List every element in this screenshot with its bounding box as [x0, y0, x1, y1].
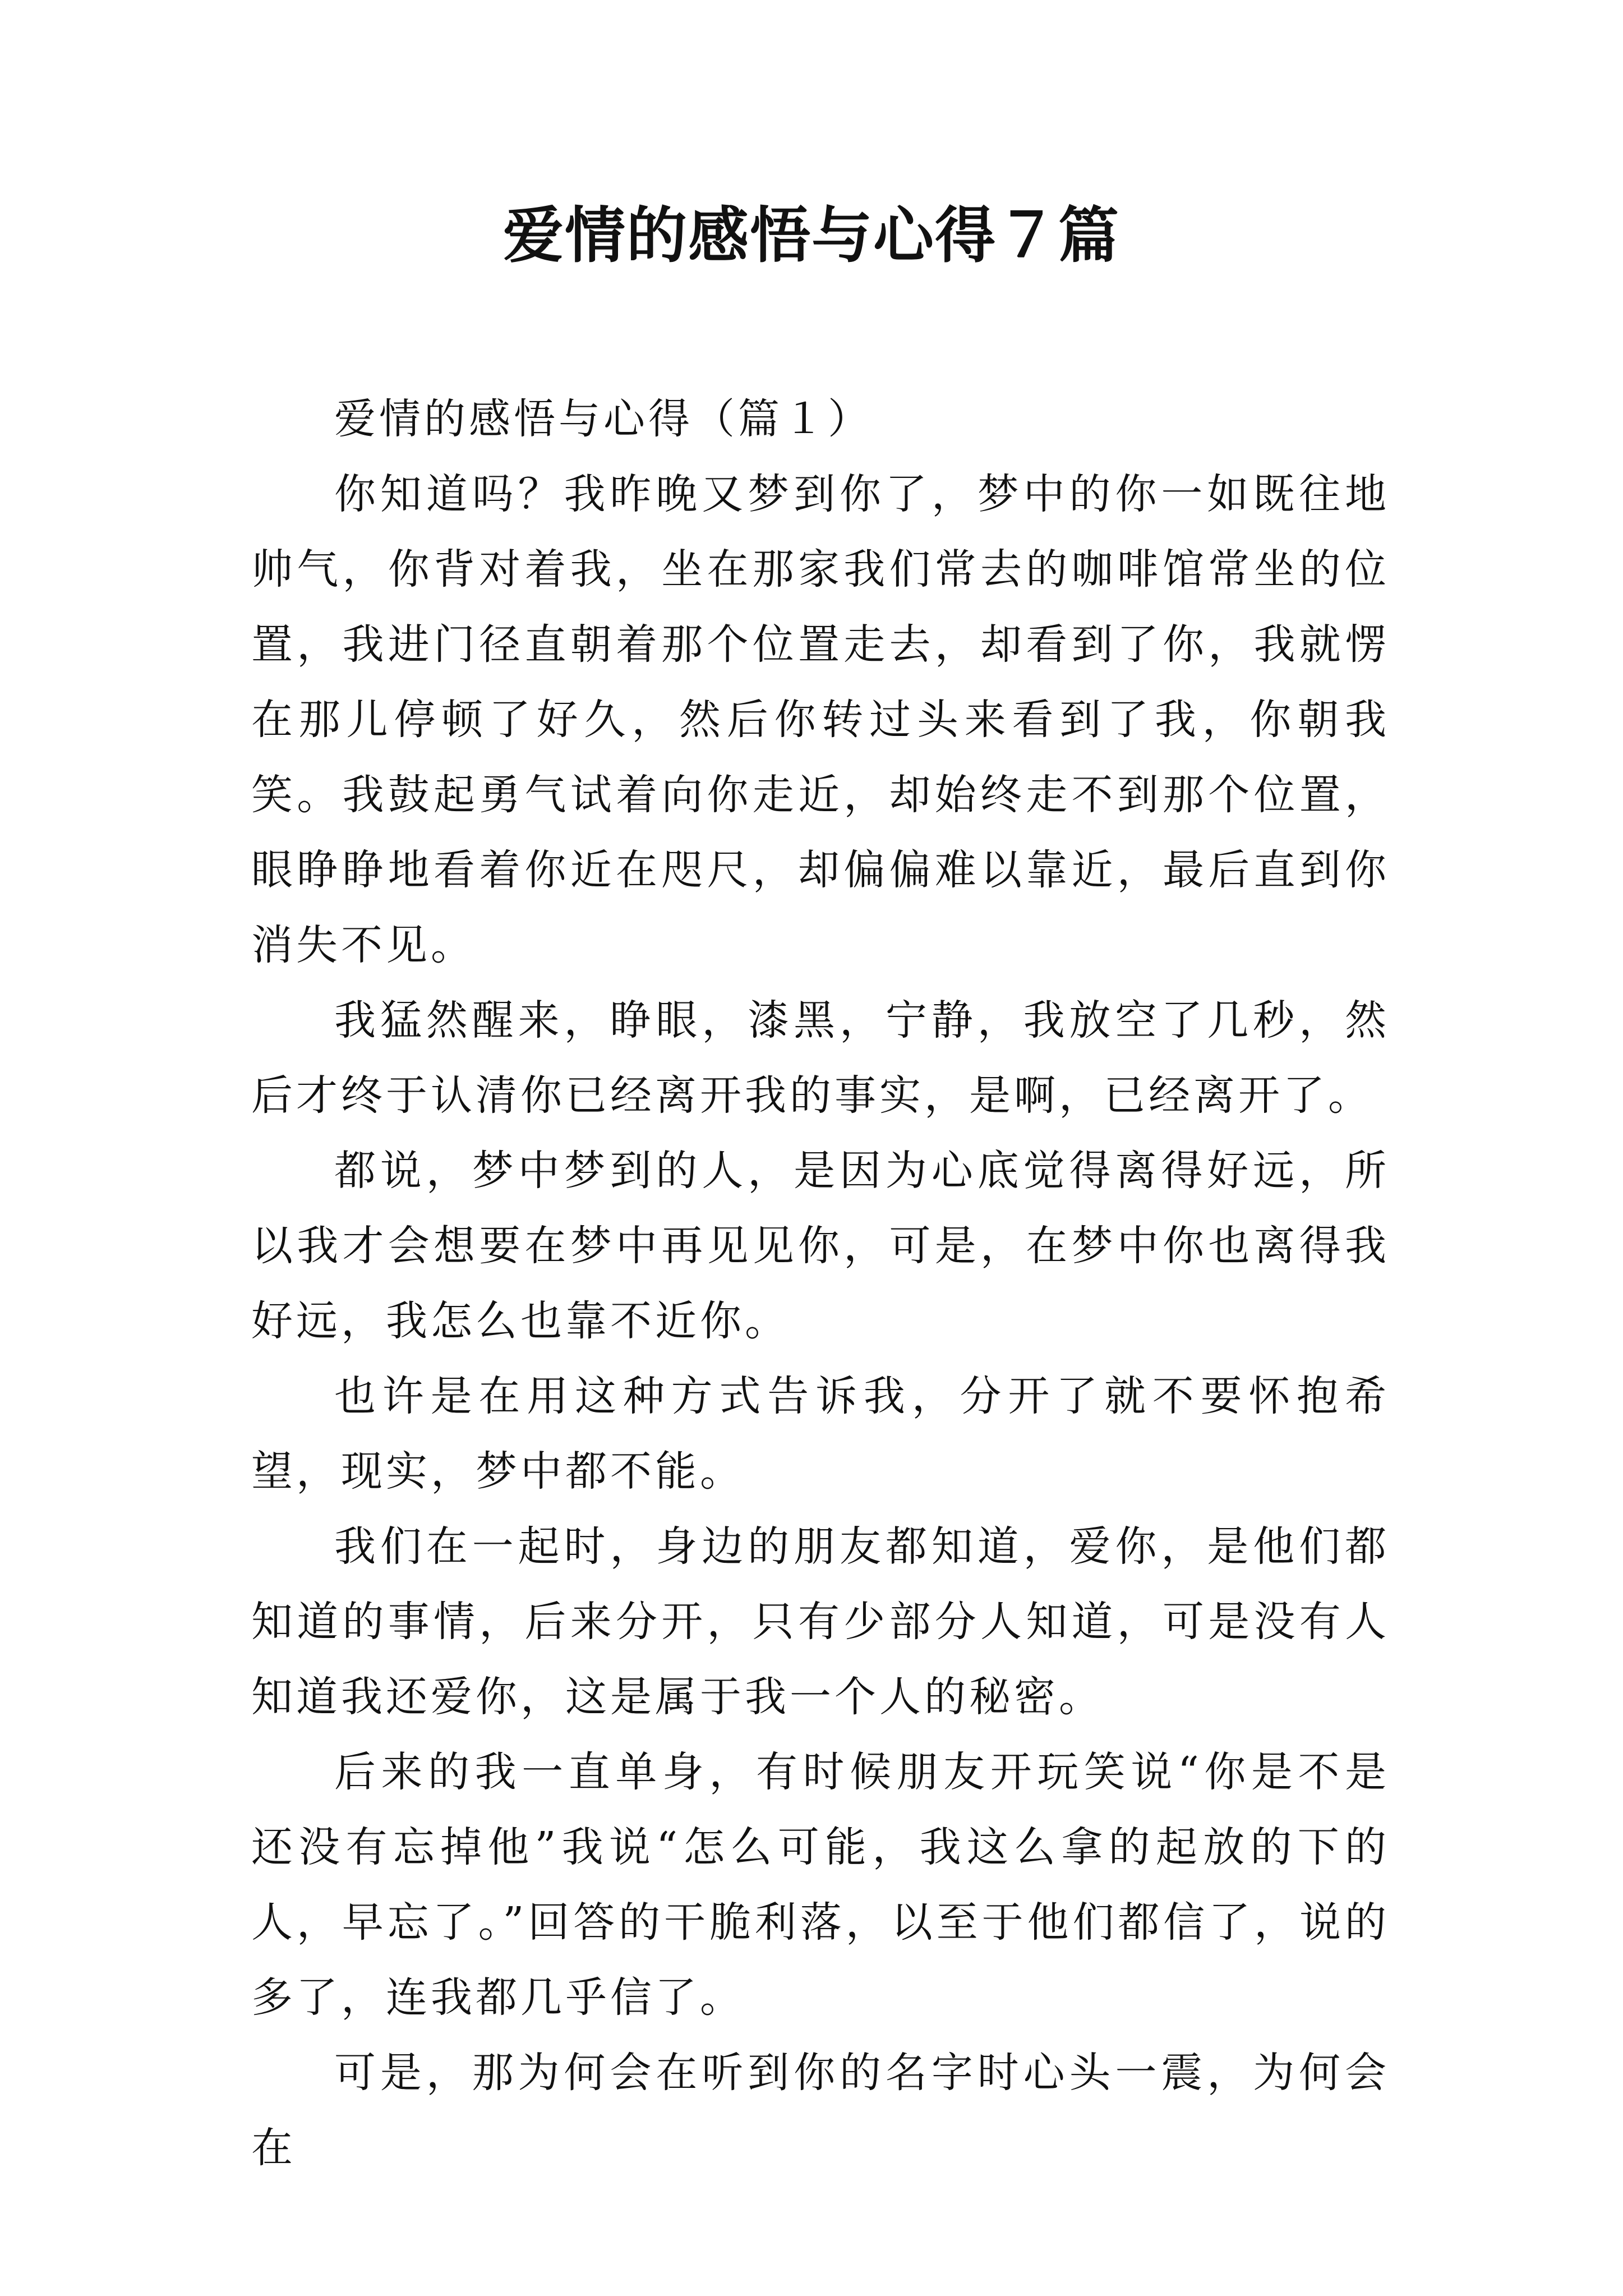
paragraph: 我们在一起时，身边的朋友都知道，爱你，是他们都知道的事情，后来分开，只有少部分人知道，可是没有人知道我还爱你，这是属于我一个人的秘密。: [251, 1522, 1390, 1721]
paragraph: 都说，梦中梦到的人，是因为心底觉得离得好远，所以我才会想要在梦中再见见你，可是，在梦中你也离得我好远，我怎么也靠不近你。: [251, 1147, 1390, 1345]
section-heading: 爱情的感悟与心得（篇１）: [334, 395, 873, 443]
paragraph: 也许是在用这种方式告诉我，分开了就不要怀抱希望，现实，梦中都不能。: [251, 1372, 1390, 1496]
paragraph: 我猛然醒来，睁眼，漆黑，宁静，我放空了几秒，然后才终于认清你已经离开我的事实，是啊，已经离开了。: [251, 996, 1390, 1120]
paragraph: 可是，那为何会在听到你的名字时心头一震，为何会在: [251, 2049, 1390, 2172]
paragraph: 后来的我一直单身，有时候朋友开玩笑说“你是不是还没有忘掉他”我说“怎么可能，我这么拿的起放的下的人，早忘了。”回答的干脆利落，以至于他们都信了，说的多了，连我都几乎信了。: [251, 1748, 1390, 2022]
document-body: [251, 381, 1390, 2185]
paragraph: 你知道吗？我昨晚又梦到你了，梦中的你一如既往地帅气，你背对着我，坐在那家我们常去的咖啡馆常坐的位置，我进门径直朝着那个位置走去，却看到了你，我就愣在那儿停顿了好久，然后你转过头来看到了我，你朝我笑。我鼓起勇气试着向你走近，却始终走不到那个位置，眼睁睁地看着你近在咫尺，却偏偏难以靠近，最后直到你消失不见。: [251, 470, 1390, 969]
document-title: 爱情的感悟与心得７篇: [502, 200, 1120, 271]
